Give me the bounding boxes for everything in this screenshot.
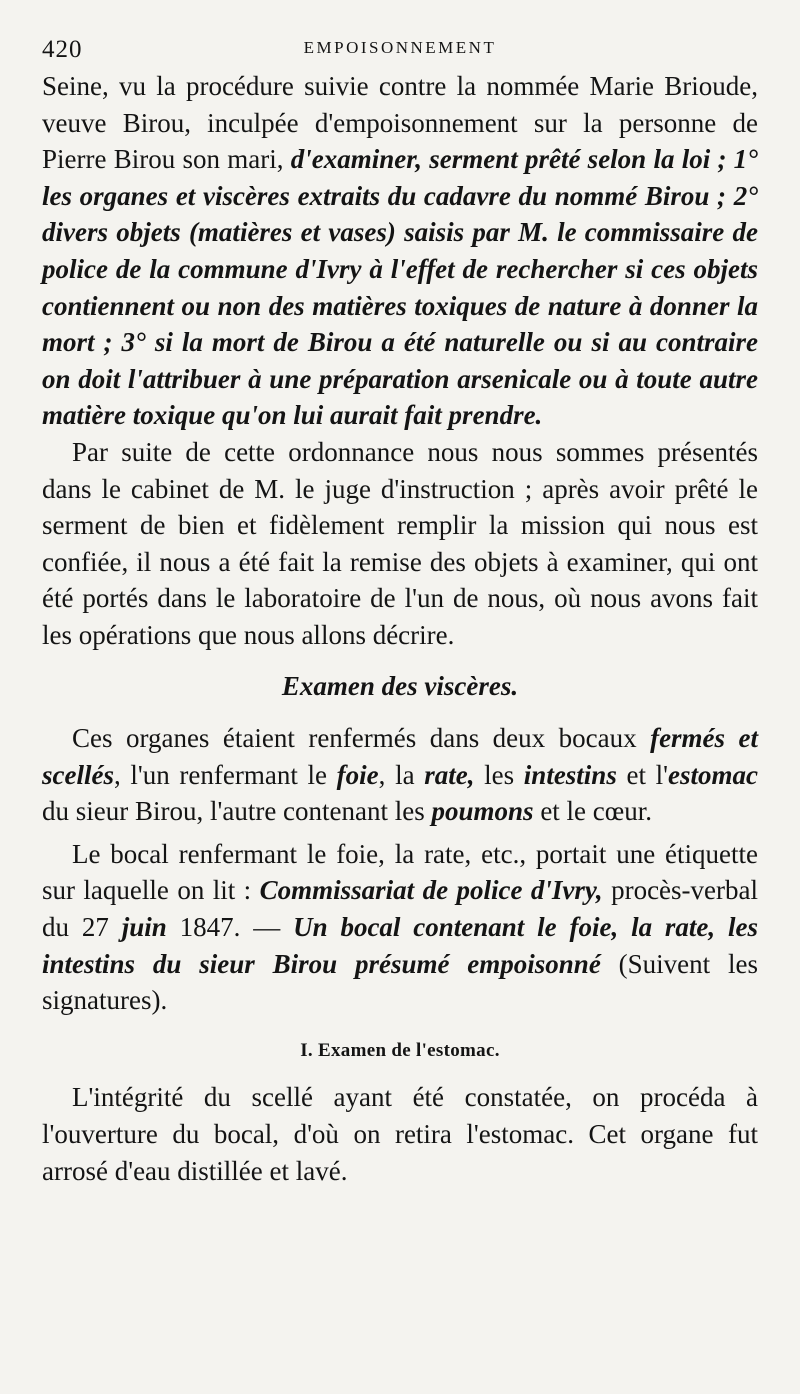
- paragraph-4: [42, 836, 758, 1019]
- page-body: [42, 68, 758, 1189]
- paragraph-1-italic: d'examiner, serment prêté selon la loi ; 1° les organes et viscères extraits du cadavre du nommé Birou ; 2° divers objets (matières et vases) saisis par M. le commissaire de police de la commune d'Ivry à l'effet de rechercher si ces objets contiennent ou non des matières toxiques de nature à donner la mort ; 3° si la mort de Birou a été naturelle ou si au contraire on doit l'attribuer à une préparation arsenicale ou à toute autre matière toxique qu'on lui aurait fait prendre.: [42, 144, 758, 431]
- paragraph-1-text: Seine, vu la procédure suivie contre la nommée Marie Brioude, veuve Birou, inculpée d'empoisonnement sur la personne de Pierre Birou son mari,: [42, 71, 758, 175]
- page-header: [42, 28, 758, 68]
- p3-j: estomac: [668, 759, 759, 790]
- p3-d: foie: [336, 759, 379, 790]
- p3-b: fermés et scellés: [42, 723, 759, 790]
- p3-a: Ces organes étaient renfermés dans deux bocaux: [72, 723, 651, 754]
- p4-d: juin: [121, 912, 167, 943]
- p3-c: , l'un renfermant le: [113, 759, 337, 790]
- p3-m: et le cœur.: [533, 796, 653, 827]
- paragraph-5: L'intégrité du scellé ayant été constatée, on procéda à l'ouverture du bocal, d'où on retira l'estomac. Cet organe fut arrosé d'eau distillée et lavé.: [42, 1082, 758, 1186]
- p4-g: (Suivent les signatures).: [42, 948, 758, 1016]
- p4-a: Le bocal renfermant le foie, la rate, etc., portait une étiquette sur laquelle on lit :: [42, 838, 758, 906]
- p3-i: et l': [616, 759, 669, 790]
- p4-c: procès-verbal du 27: [42, 875, 759, 943]
- page-number: 420: [42, 36, 83, 63]
- p3-k: du sieur Birou, l'autre contenant les: [42, 796, 432, 827]
- p3-f: rate,: [424, 759, 475, 790]
- paragraph-3: [42, 720, 758, 830]
- p4-b: Commissariat de police d'Ivry,: [259, 875, 603, 906]
- section-title: Examen des viscères.: [281, 670, 519, 701]
- p3-g: les: [474, 759, 524, 790]
- p3-e: , la: [378, 759, 425, 790]
- p4-f: Un bocal contenant le foie, la rate, les intestins du sieur Birou présumé empoisonné: [42, 912, 759, 979]
- p4-e: 1847. —: [166, 912, 294, 943]
- paragraph-2: Par suite de cette ordonnance nous nous sommes présentés dans le cabinet de M. le juge d'instruction ; après avoir prêté le serment de bien et fidèlement remplir la mission qui nous est confiée, il nous a été fait la remise des objets à examiner, qui ont été portés dans le laboratoire de l'un de nous, où nous avons fait les opérations que nous allons décrire.: [42, 436, 758, 650]
- running-head: EMPOISONNEMENT: [303, 38, 497, 57]
- paragraph-1: [42, 68, 758, 434]
- p3-l: poumons: [431, 796, 534, 827]
- p3-h: intestins: [523, 759, 617, 790]
- subsection-title: I. Examen de l'estomac.: [300, 1039, 500, 1061]
